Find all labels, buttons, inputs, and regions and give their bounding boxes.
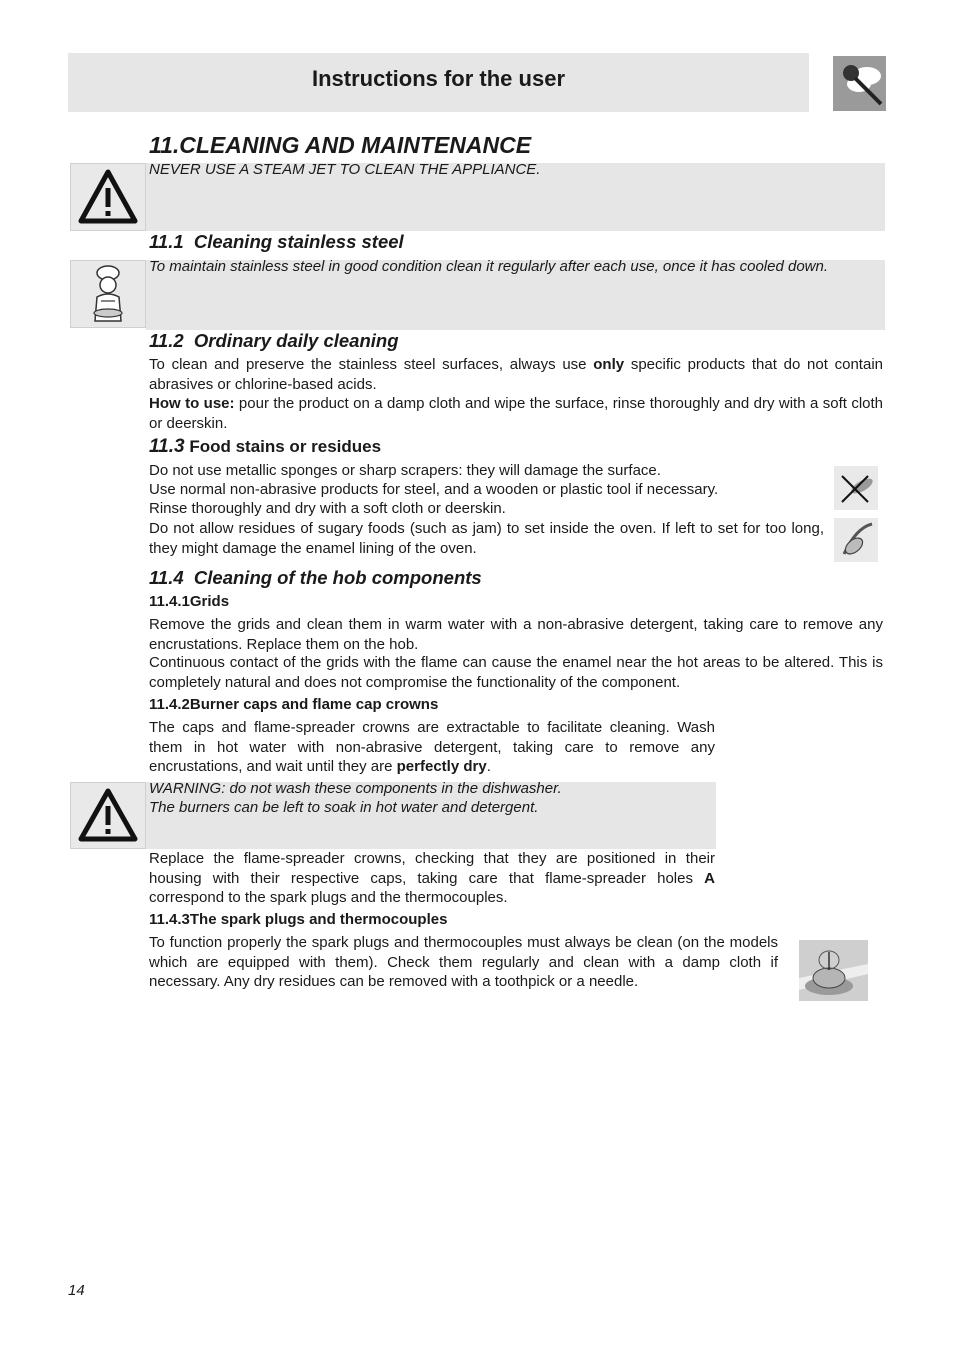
subsection-number: 11.1	[149, 231, 184, 252]
bold-text: How to use:	[149, 395, 235, 412]
spark-plugs-heading: 11.4.3The spark plugs and thermocouples	[149, 911, 448, 928]
text-run: .	[486, 758, 491, 775]
subsection-number: 11.2	[149, 330, 184, 351]
paragraph	[149, 355, 883, 394]
paragraph-line: Rinse thoroughly and dry with a soft cloth or deerskin.	[149, 500, 506, 517]
chef-spoon-logo-icon	[833, 56, 886, 111]
text-run: To clean and preserve the stainless steel surfaces, always use	[149, 356, 594, 373]
text-run: specific products that do not contain abrasives or chlorine-based acids.	[149, 356, 883, 393]
paragraph	[149, 849, 715, 908]
paragraph: Do not allow residues of sugary foods (such as jam) to set inside the oven. If left to set for too long, they might damage the enamel lining of the oven.	[149, 520, 824, 557]
text-run: The caps and flame-spreader crowns are extractable to facilitate cleaning. Wash them in hot water with non-abrasive detergent, taking care to remove any encrustations, and wait until they are	[149, 719, 715, 775]
subsection-number: 11.3	[149, 436, 185, 457]
paragraph	[149, 394, 883, 433]
paragraph: Continuous contact of the grids with the flame can cause the enamel near the hot areas to be altered. This is completely natural and does not compromise the functionality of the component.	[149, 654, 883, 691]
text-run: Replace the flame-spreader crowns, checking that they are positioned in their housing with their respective caps, taking care that flame-spreader holes	[149, 850, 715, 887]
paragraph	[149, 718, 715, 777]
page-header-title: Instructions for the user	[311, 66, 566, 91]
warning-triangle-icon	[70, 782, 146, 849]
no-scraper-icon	[834, 466, 878, 510]
subsection-11-2-heading	[149, 330, 399, 352]
subsection-title: Ordinary daily cleaning	[193, 330, 399, 351]
subsection-11-3-heading	[149, 436, 381, 458]
bold-text: perfectly dry	[396, 758, 487, 775]
bold-text: A	[704, 869, 715, 887]
warning-text-line: WARNING: do not wash these components in the dishwasher.	[149, 780, 562, 797]
grids-heading: 11.4.1Grids	[149, 593, 230, 610]
sponge-icon	[834, 518, 878, 562]
paragraph: To function properly the spark plugs and thermocouples must always be clean (on the models which are equipped with them). Check them regularly and clean with a damp cloth if necessary. Any dry residues can be removed with a toothpick or a needle.	[149, 934, 778, 990]
subsection-title: Cleaning stainless steel	[193, 231, 404, 252]
text-run: correspond to the spark plugs and the thermocouples.	[149, 889, 508, 906]
subsection-11-4-heading	[149, 567, 482, 589]
page-number: 14	[68, 1282, 85, 1299]
section-title: 11.CLEANING AND MAINTENANCE	[149, 132, 532, 158]
bold-text: only	[593, 356, 625, 373]
warning-text-line: The burners can be left to soak in hot water and detergent.	[149, 799, 539, 816]
paragraph-line: Do not use metallic sponges or sharp scrapers: they will damage the surface.	[149, 462, 661, 479]
tip-text: To maintain stainless steel in good condition clean it regularly after each use, once it has cooled down.	[149, 258, 829, 275]
paragraph: Remove the grids and clean them in warm water with a non-abrasive detergent, taking care to remove any encrustations. Replace them on the hob.	[149, 616, 883, 653]
text-run: pour the product on a damp cloth and wipe the surface, rinse thoroughly and dry with a soft cloth or deerskin.	[149, 395, 884, 432]
subsection-number: 11.4	[149, 567, 184, 588]
warning-text: NEVER USE A STEAM JET TO CLEAN THE APPLIANCE.	[149, 161, 541, 178]
subsection-11-1-heading	[149, 231, 404, 253]
burner-spark-plug-icon	[799, 940, 868, 1001]
burners-heading: 11.4.2Burner caps and flame cap crowns	[149, 696, 439, 713]
subsection-title: Cleaning of the hob components	[193, 567, 482, 588]
warning-triangle-icon	[70, 163, 146, 231]
subsection-title: Food stains or residues	[189, 437, 382, 456]
paragraph-line: Use normal non-abrasive products for steel, and a wooden or plastic tool if necessary.	[149, 481, 719, 498]
chef-icon	[70, 260, 146, 328]
